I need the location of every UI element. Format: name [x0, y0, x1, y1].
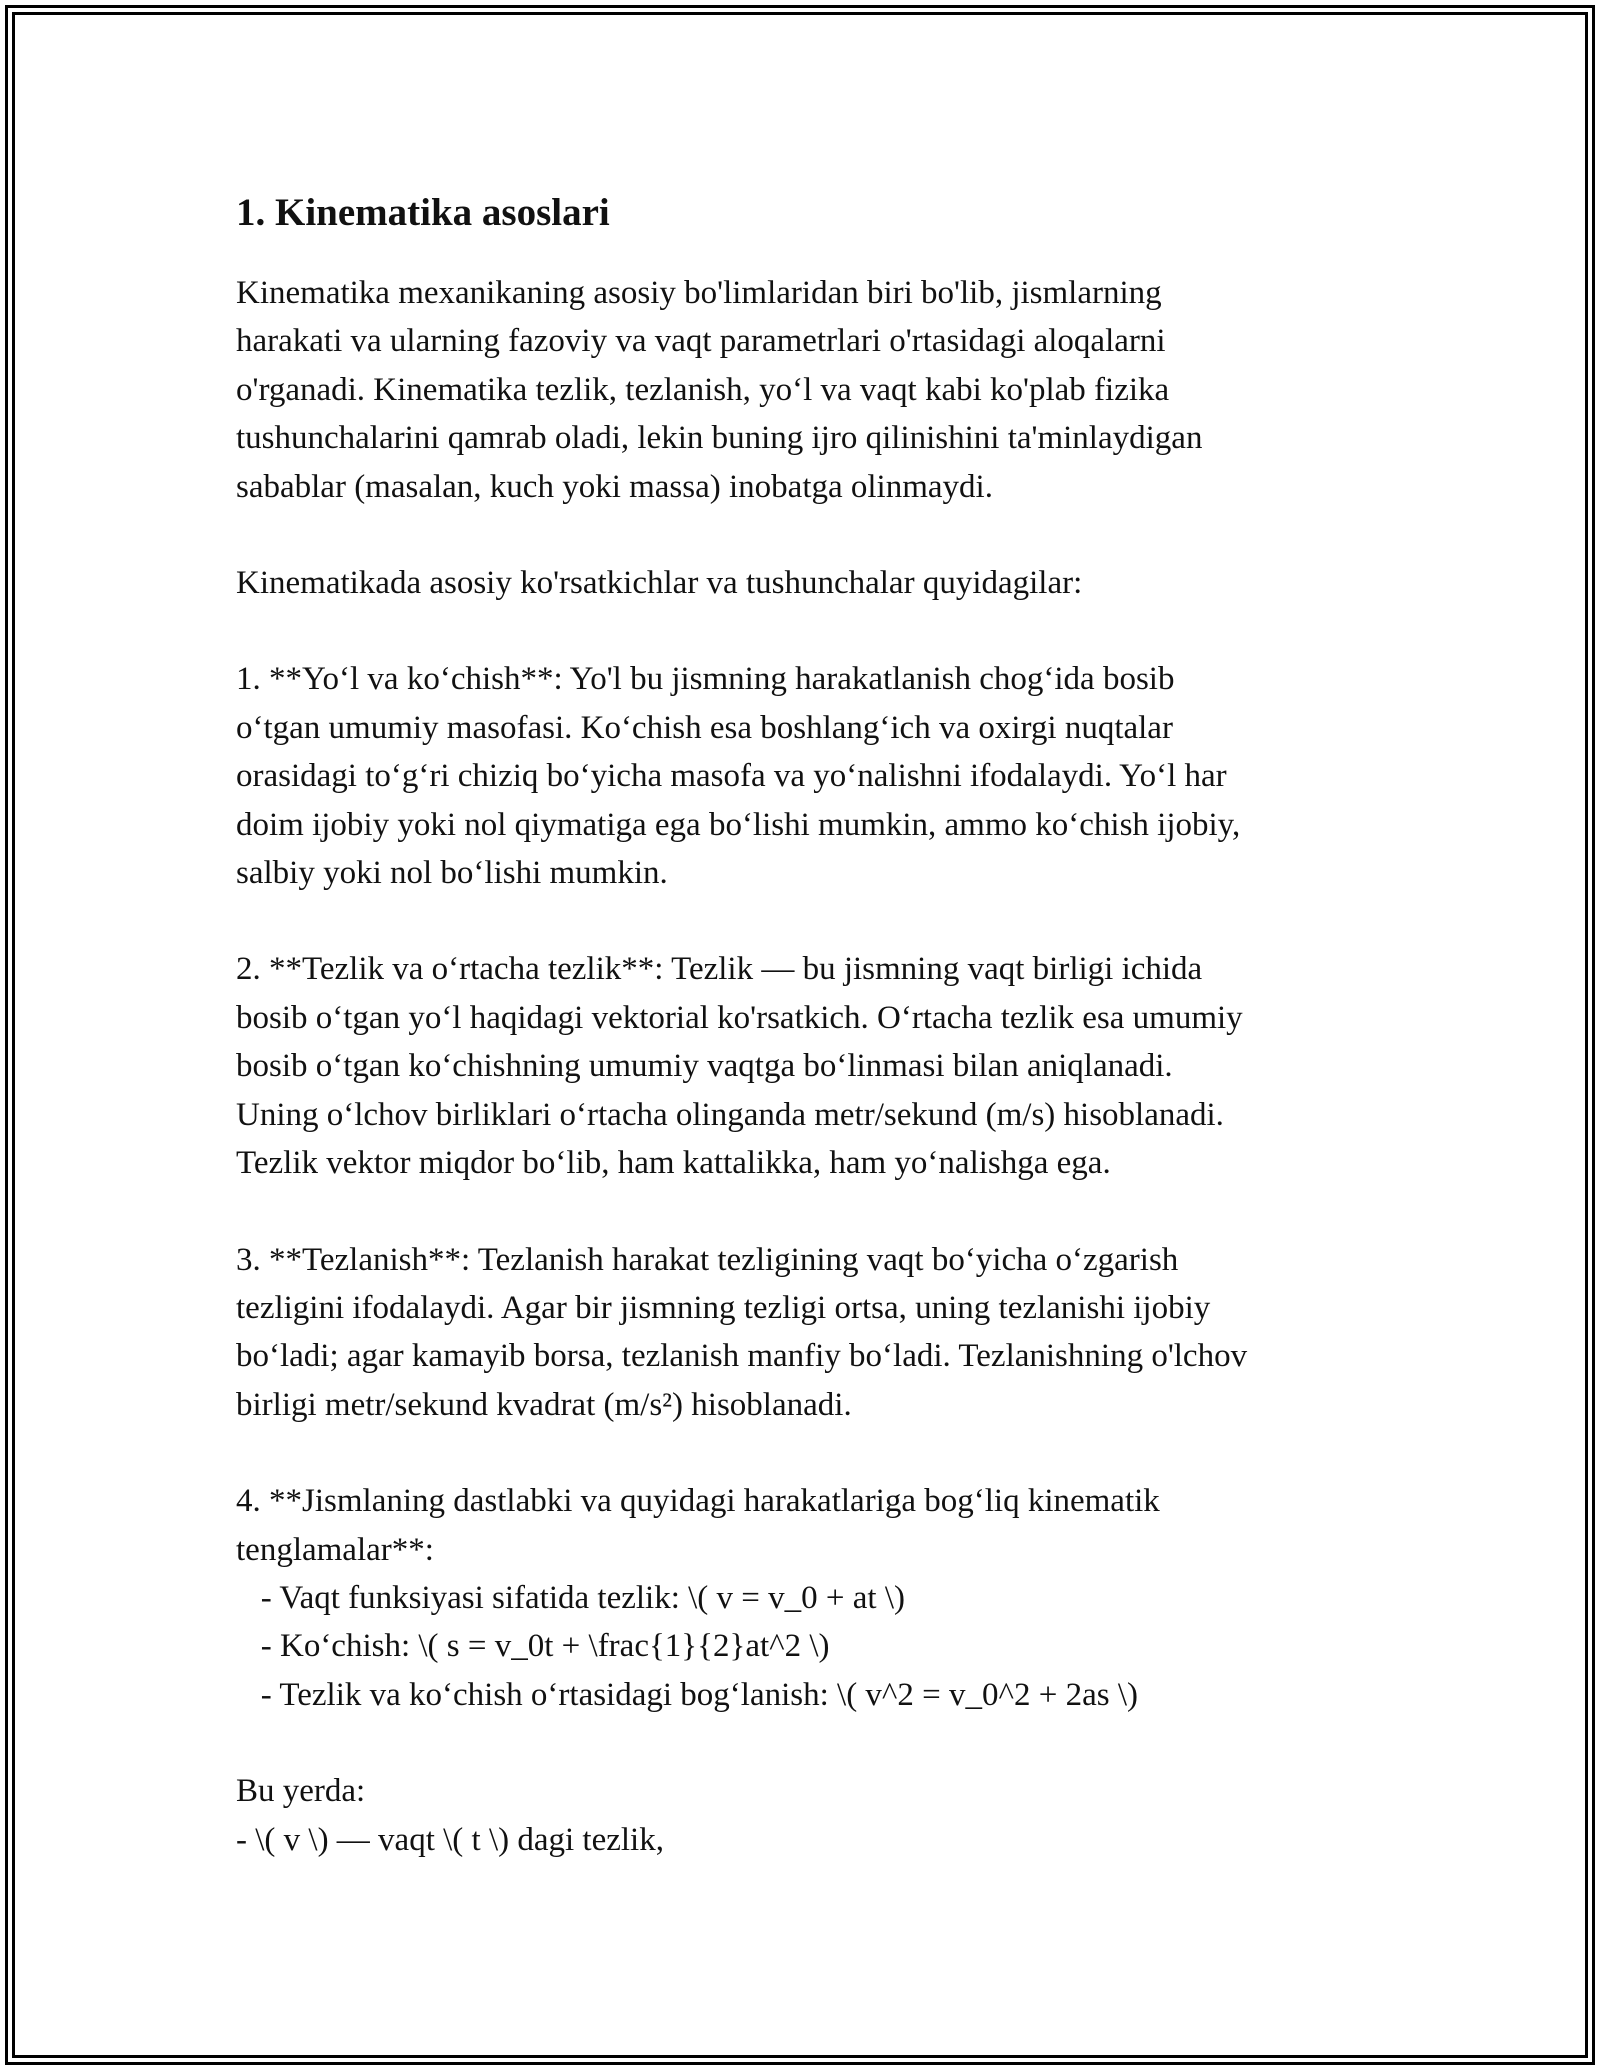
paragraph-intro: Kinematika mexanikaning asosiy bo'limlaridan biri bo'lib, jismlarning harakati va ularning fazoviy va vaqt parametrlari o'rtasidagi aloqalarni o'rganadi. Kinematika tezlik, tezlanish, yo‘l va vaqt kabi ko'plab fizika tushunchalarini qamrab oladi, lekin buning ijro qilinishini ta'minlaydigan sabablar (masalan, kuch yoki massa) inobatga olinmaydi.: [236, 275, 1203, 505]
paragraph-list: [236, 269, 1376, 1864]
paragraph-definitions: Bu yerda: - \( v \) — vaqt \( t \) dagi tezlik,: [236, 1773, 664, 1858]
paragraph-item-1: 1. **Yo‘l va ko‘chish**: Yo'l bu jismning harakatlanish chog‘ida bosib o‘tgan umumiy masofasi. Ko‘chish esa boshlang‘ich va oxirgi nuqtalar orasidagi to‘g‘ri chiziq bo‘yicha masofa va yo‘nalishni ifodalaydi. Yo‘l har doim ijobiy yoki nol qiymatiga ega bo‘lishi mumkin, ammo ko‘chish ijobiy, salbiy yoki nol bo‘lishi mumkin.: [236, 661, 1241, 892]
document-body: [236, 185, 1376, 1912]
paragraph-item-2: 2. **Tezlik va o‘rtacha tezlik**: Tezlik — bu jismning vaqt birligi ichida bosib o‘tgan yo‘l haqidagi vektorial ko'rsatkich. O‘rtacha tezlik esa umumiy bosib o‘tgan ko‘chishning umumiy vaqtga bo‘linmasi bilan aniqlanadi. Uning o‘lchov birliklari o‘rtacha olinganda metr/sekund (m/s) hisoblanadi. Tezlik vektor miqdor bo‘lib, ham kattalikka, ham yo‘nalishga ega.: [236, 951, 1243, 1182]
paragraph-item-3: 3. **Tezlanish**: Tezlanish harakat tezligining vaqt bo‘yicha o‘zgarish tezligini ifodalaydi. Agar bir jismning tezligi ortsa, uning tezlanishi ijobiy bo‘ladi; agar kamayib borsa, tezlanish manfiy bo‘ladi. Tezlanishning o'lchov birligi metr/sekund kvadrat (m/s²) hisoblanadi.: [236, 1241, 1248, 1423]
paragraph-item-4: 4. **Jismlaning dastlabki va quyidagi harakatlariga bog‘liq kinematik tenglamalar**: - Vaqt funksiyasi sifatida tezlik: \( v = v_0 + at \) - Ko‘chish: \( s = v_0t + \frac{1}{2}at^2 \) - Tezlik va ko‘chish o‘rtasidagi bog‘lanish: \( v^2 = v_0^2 + 2as \): [236, 1483, 1160, 1713]
document-title: 1. Kinematika asoslari: [236, 191, 610, 234]
paragraph-lead-in: Kinematikada asosiy ko'rsatkichlar va tushunchalar quyidagilar:: [236, 565, 1083, 602]
